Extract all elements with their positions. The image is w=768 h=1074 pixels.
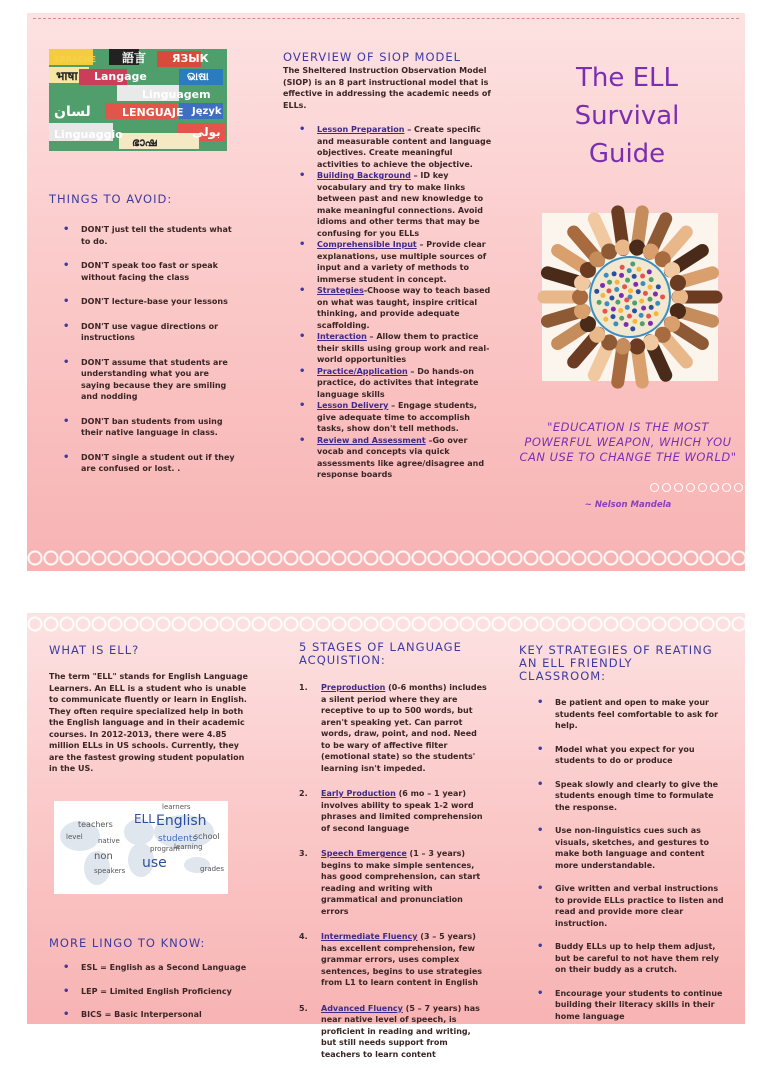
- globe-icon-dot: [627, 314, 632, 319]
- globe-icon-dot: [648, 321, 653, 326]
- siop-item: [283, 285, 493, 331]
- list-item-text: Speak slowly and clearly to give the students enough time to formulate the response.: [555, 779, 719, 812]
- key-strategies-section: [519, 643, 724, 1034]
- globe-icon-dot: [615, 280, 620, 285]
- hand: [572, 289, 588, 305]
- map-word: speakers: [94, 867, 126, 875]
- stage-item: [299, 682, 487, 774]
- language-word: لسان: [54, 104, 91, 120]
- list-item: [521, 825, 725, 871]
- map-word: English: [156, 813, 207, 829]
- list-item-text: Be patient and open to make your students feel comfortable to ask for help.: [555, 698, 719, 730]
- strategies-list: [521, 697, 725, 1022]
- list-item: [47, 224, 239, 247]
- globe-icon-dot: [660, 294, 665, 299]
- globe-icon-dot: [624, 297, 629, 302]
- list-item: [521, 779, 725, 814]
- globe-icon-dot: [639, 299, 644, 304]
- hands-around-globe-image: [542, 213, 718, 381]
- stage-term: Early Production: [321, 789, 396, 798]
- title-line-2: Survival: [574, 101, 680, 131]
- globe-icon-dot: [606, 288, 611, 293]
- globe-icon-dot: [609, 296, 614, 301]
- globe-icon-dot: [647, 297, 652, 302]
- language-word: ЯЗЫК: [172, 52, 209, 65]
- list-item: [521, 988, 725, 1023]
- list-item-text: Give written and verbal instructions to provide ELLs practice to listen and read and provide more clear instruction.: [555, 884, 724, 928]
- globe-icon-dot: [633, 282, 638, 287]
- scalloped-border-bottom: [27, 547, 745, 569]
- map-word: non: [94, 851, 113, 862]
- globe-icon-dot: [611, 314, 616, 319]
- globe-icon-dot: [640, 321, 645, 326]
- globe-icon-dot: [625, 305, 630, 310]
- list-item: [47, 260, 239, 283]
- siop-heading: OVERVIEW OF SIOP MODEL: [283, 50, 462, 64]
- globe-icon-dot: [656, 284, 661, 289]
- dashed-border-top: [33, 18, 739, 19]
- stage-item: [299, 788, 487, 834]
- globe-icon-dot: [640, 281, 645, 286]
- list-item-text: DON'T ban students from using their native language in class.: [81, 416, 223, 437]
- lingo-list: [47, 962, 249, 1021]
- language-words-graphic: [49, 49, 227, 151]
- stage-item: [299, 848, 487, 917]
- list-item-text: DON'T lecture-base your lessons: [81, 297, 228, 306]
- hand: [615, 240, 631, 256]
- stage-list: [299, 682, 487, 1060]
- stage-number: 2.: [299, 789, 308, 798]
- map-word: native: [98, 837, 120, 845]
- stage-desc: (3 – 5 years) has excellent comprehension, few grammar errors, uses complex sentences, begins to use strategies from L1 to learn content in English: [321, 932, 483, 987]
- list-item: [47, 452, 239, 475]
- language-word: بولی: [192, 125, 221, 139]
- stage-desc: (5 – 7 years) has near native level of speech, is proficient in reading and writing, but still needs support from teachers to learn content: [321, 1003, 480, 1059]
- globe-icon-dot: [640, 274, 645, 279]
- globe-icon-dot: [612, 271, 617, 276]
- list-item: [47, 416, 239, 439]
- globe-icon-dot: [604, 301, 609, 306]
- globe-icon-dot: [628, 288, 633, 293]
- stage-term: Preproduction: [321, 683, 386, 692]
- globe-icon-dot: [614, 287, 619, 292]
- stage-number: 3.: [299, 849, 308, 858]
- globe-icon-dot: [607, 280, 612, 285]
- things-to-avoid-section: [49, 192, 235, 488]
- globe-icon-dot: [602, 309, 607, 314]
- list-item-text: DON'T speak too fast or speak without facing the class: [81, 261, 218, 282]
- list-item: [47, 1009, 249, 1021]
- globe-icon-dot: [611, 307, 616, 312]
- stage-desc: (6 mo – 1 year) involves ability to speak 1-2 word phrases and limited comprehension of second language: [321, 789, 483, 833]
- language-word: ഭാഷ: [132, 136, 157, 149]
- globe-icon-dot: [632, 274, 637, 279]
- siop-item: [283, 124, 493, 170]
- globe-icon-dot: [649, 277, 654, 282]
- language-stages-section: [299, 641, 489, 1074]
- stage-number: 5.: [299, 1003, 308, 1013]
- globe-icon-dot: [630, 261, 635, 266]
- what-is-ell-heading: WHAT IS ELL?: [49, 643, 140, 657]
- stage-term: Intermediate Fluency: [321, 932, 418, 941]
- stage-desc: (0-6 months) includes a silent period where they are receptive to up to 500 words, but aren't speaking yet. Can parrot words, draw, point, and nod. Need to be wary of affective filter (emotional state) so the students' learning isn't impeded.: [321, 683, 487, 773]
- stage-term: Speech Emergence: [321, 849, 407, 858]
- siop-desc: –Go over vocab and concepts via quick assessments like agree/disagree and response boards: [317, 435, 485, 479]
- list-item: [47, 357, 239, 403]
- globe-icon-dot: [648, 285, 653, 290]
- language-word: LENGUAJE: [122, 106, 184, 119]
- map-word: learning: [174, 843, 203, 851]
- hand: [601, 244, 617, 260]
- list-item-text: DON'T assume that students are understanding what you are saying because they are smiling and nodding: [81, 357, 228, 401]
- globe-icon-dot: [647, 269, 652, 274]
- map-word: use: [142, 855, 167, 871]
- brochure-outside-panel: [27, 13, 745, 571]
- stage-item: [299, 1003, 487, 1061]
- siop-item: [283, 366, 493, 401]
- globe-icon-dot: [622, 284, 627, 289]
- globe-icon-dot: [624, 322, 629, 327]
- globe-icon-dot: [646, 314, 651, 319]
- language-word: भाषा: [56, 69, 78, 83]
- siop-item: [283, 170, 493, 239]
- list-item: [47, 986, 249, 998]
- globe-icon-dot: [613, 321, 618, 326]
- siop-desc: – ID key vocabulary and try to make links between past and new knowledge to make meaningful connections. Avoid idioms and other terms that may be confusing for you ELLs: [317, 171, 484, 238]
- scalloped-border-top: [27, 613, 745, 635]
- hands-globe-graphic: [542, 213, 718, 381]
- list-item-text: DON'T use vague directions or instructions: [81, 321, 219, 342]
- globe-icon-dot: [655, 301, 660, 306]
- key-strategies-heading: KEY STRATEGIES OF REATING AN ELL FRIENDLY CLASSROOM:: [519, 643, 713, 683]
- siop-list: [283, 124, 493, 481]
- title-line-1: The ELL: [575, 63, 679, 93]
- stage-number: 4.: [299, 932, 308, 941]
- globe-icon-dot: [619, 293, 624, 298]
- siop-term: Comprehensible Input: [317, 240, 417, 249]
- decorative-dots: [650, 483, 743, 492]
- globe-icon-dot: [630, 326, 635, 331]
- map-word: school: [194, 832, 220, 841]
- siop-desc: – Create specific and measurable content and language objectives. Create meaningful activities to achieve the objective.: [317, 125, 492, 169]
- globe-icon-dot: [603, 317, 608, 322]
- globe-icon-dot: [649, 305, 654, 310]
- globe-icon-dot: [639, 313, 644, 318]
- siop-item: [283, 239, 493, 285]
- list-item-text: ESL = English as a Second Language: [81, 963, 247, 972]
- map-word: grades: [200, 865, 225, 873]
- ell-word-map-image: [54, 801, 228, 894]
- quote-author: ~ Nelson Mandela: [584, 500, 672, 510]
- globe-icon-dot: [632, 308, 637, 313]
- language-word: Język: [192, 106, 222, 117]
- siop-term: Lesson Preparation: [317, 125, 405, 134]
- globe-icon-dot: [653, 292, 658, 297]
- things-to-avoid-heading: THINGS TO AVOID:: [49, 192, 173, 206]
- list-item-text: Encourage your students to continue building their literacy skills in their home language: [555, 988, 723, 1021]
- what-is-ell-text: The term "ELL" stands for English Language Learners. An ELL is a student who is unable to communicate fluently or learn in English. They often require specialized help in both the English language and in their academic courses. In 2012-2013, there were 4.85 million ELLs in US schools. Currently, they are the fastest growing student population in the US.: [49, 672, 248, 773]
- siop-term: Review and Assessment: [317, 435, 426, 445]
- list-item: [47, 296, 239, 308]
- hand: [629, 240, 645, 256]
- language-word: Linguaggio: [54, 128, 123, 141]
- siop-overview-section: [283, 51, 493, 481]
- list-item-text: Buddy ELLs up to help them adjust, but be careful to not have them rely on their buddy as a crutch.: [555, 942, 720, 974]
- siop-term: Interaction: [317, 332, 367, 341]
- globe-icon-dot: [654, 311, 659, 316]
- list-item-text: Model what you expect for you students to do or produce: [555, 744, 695, 765]
- globe-icon-dot: [641, 306, 646, 311]
- hand: [629, 338, 645, 354]
- stage-item: [299, 931, 487, 989]
- siop-term: Practice/Application: [317, 366, 408, 376]
- hand: [672, 289, 688, 305]
- siop-term: Strategies: [317, 286, 364, 295]
- languages-image: [49, 49, 227, 151]
- globe-icon-dot: [643, 291, 648, 296]
- word-tile: [119, 133, 199, 149]
- siop-desc: -Choose way to teach based on what was taught, inspire critical thinking, and provide adequate scaffolding.: [317, 286, 491, 330]
- hand: [615, 338, 631, 354]
- list-item: [47, 962, 249, 974]
- language-word: ଭାଷା: [187, 70, 209, 83]
- language-word: Linguagem: [142, 88, 211, 101]
- globe-icon-dot: [620, 265, 625, 270]
- list-item: [521, 697, 725, 732]
- hand: [574, 303, 590, 319]
- brochure-title: [527, 59, 727, 173]
- more-lingo-heading: MORE LINGO TO KNOW:: [49, 936, 206, 950]
- siop-intro: The Sheltered Instruction Observation Model (SIOP) is an 8 part instructional model that is effective in addressing the academic needs of ELLs.: [283, 66, 491, 110]
- stage-desc: (1 – 3 years) begins to make simple sentences, has good comprehension, can start reading and writing with grammatical and pronunciation errors: [321, 849, 481, 916]
- stage-term: Advanced Fluency: [321, 1003, 403, 1013]
- globe-icon-dot: [618, 308, 623, 313]
- siop-item: [283, 331, 493, 366]
- globe-icon-dot: [604, 273, 609, 278]
- globe-icon-dot: [619, 273, 624, 278]
- map-word: learners: [162, 803, 191, 811]
- globe-icon-dot: [632, 319, 637, 324]
- globe-icon-dot: [600, 293, 605, 298]
- globe-icon-dot: [619, 316, 624, 321]
- language-stages-heading: 5 STAGES OF LANGUAGE ACQUISTION:: [299, 640, 462, 667]
- list-item: [521, 883, 725, 929]
- globe-icon-dot: [632, 301, 637, 306]
- map-word: teachers: [78, 820, 113, 829]
- avoid-list: [47, 224, 239, 475]
- language-word: 語言: [122, 51, 147, 65]
- list-item: [521, 744, 725, 767]
- hand: [670, 275, 686, 291]
- siop-term: Building Background: [317, 171, 411, 180]
- siop-item: [283, 400, 493, 435]
- siop-desc: – Allow them to practice their skills using group work and real-world opportunities: [317, 332, 490, 364]
- globe-icon-dot: [615, 300, 620, 305]
- map-word: program: [150, 845, 180, 853]
- stage-number: 1.: [299, 683, 308, 692]
- map-word: level: [66, 833, 83, 841]
- mandela-quote: "EDUCATION IS THE MOST POWERFUL WEAPON, WHICH YOU CAN USE TO CHANGE THE WORLD": [519, 420, 737, 464]
- siop-desc: – Provide clear explanations, use multiple sources of input and a variety of methods to immerse student in concept.: [317, 240, 487, 284]
- siop-desc: – Engage students, give adequate time to accomplish tasks, show don't tell methods.: [317, 401, 477, 433]
- globe-icon-dot: [636, 267, 641, 272]
- hand: [643, 334, 659, 350]
- globe-icon-dot: [600, 283, 605, 288]
- globe-icon-dot: [636, 289, 641, 294]
- list-item: [521, 941, 725, 976]
- language-word: Langage: [94, 70, 147, 83]
- language-word: SPRACHE: [54, 55, 97, 64]
- brochure-inside-panel: [27, 613, 745, 1059]
- word-cloud-world-map: [54, 801, 228, 894]
- more-lingo-section: [49, 937, 249, 1033]
- globe-icon-dot: [597, 300, 602, 305]
- globe-icon-dot: [625, 278, 630, 283]
- what-is-ell-section: [49, 644, 249, 775]
- siop-term: Lesson Delivery: [317, 401, 389, 410]
- map-word: ELL: [134, 812, 155, 826]
- list-item-text: Use non-linguistics cues such as visuals, sketches, and gestures to make both language and content more understandable.: [555, 826, 709, 870]
- list-item-text: LEP = Limited English Proficiency: [81, 986, 232, 996]
- siop-desc: – Do hands-on practice, do activites that integrate language skills: [317, 366, 479, 399]
- list-item: [47, 321, 239, 344]
- list-item-text: BICS = Basic Interpersonal: [81, 1010, 202, 1019]
- globe-icon-dot: [627, 268, 632, 273]
- siop-item: [283, 435, 493, 481]
- map-word: students: [158, 834, 198, 844]
- list-item-text: DON'T just tell the students what to do.: [81, 225, 232, 246]
- title-line-3: Guide: [588, 139, 666, 169]
- list-item-text: DON'T single a student out if they are confused or lost. .: [81, 452, 235, 473]
- globe-icon-dot: [594, 289, 599, 294]
